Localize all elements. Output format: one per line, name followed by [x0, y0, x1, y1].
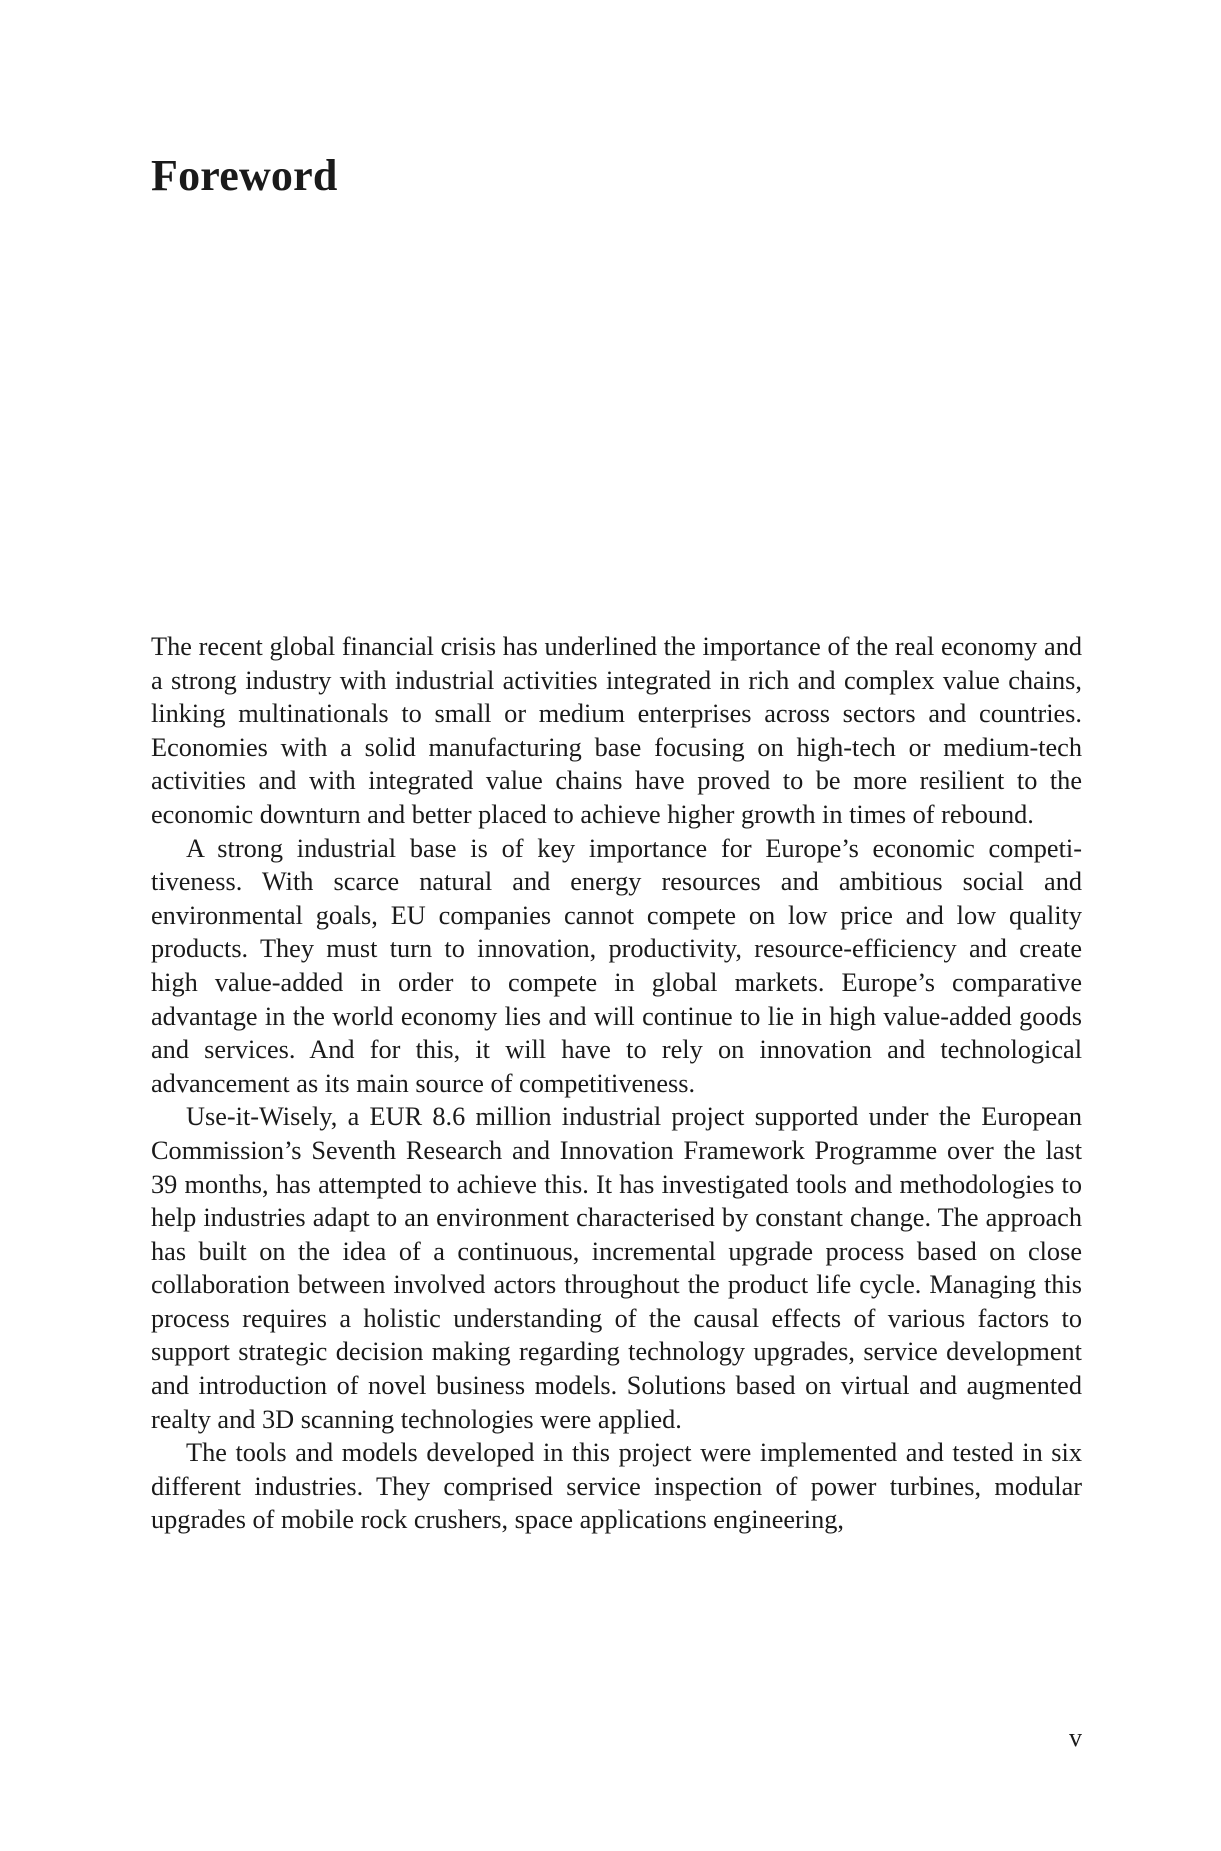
page-number: v — [1069, 1723, 1082, 1752]
chapter-title: Foreword — [151, 151, 338, 200]
paragraph: The tools and models developed in this project were implemented and tested in six different industries. They comprised service inspection of power turbines, modular upgrades of mobile rock crushers, space applications engineering, — [151, 1438, 1082, 1535]
body-text — [151, 630, 1082, 1537]
paragraph: Use-it-Wisely, a EUR 8.6 million industrial project supported under the European Commission’s Seventh Research and Innovation Framework Programme over the last 39 months, has attempted to achieve this. It has investigated tools and methodologies to help industries adapt to an environment characterised by constant change. The approach has built on the idea of a continuous, incremental upgrade process based on close collaboration between involved actors throughout the product life cycle. Managing this process requires a holistic understanding of the causal effects of various factors to support strategic decision making regarding technology upgrades, service development and introduction of novel business models. Solutions based on virtual and augmented realty and 3D scanning technologies were applied. — [151, 1102, 1082, 1434]
paragraph: The recent global financial crisis has underlined the importance of the real economy and a strong industry with industrial activities integrated in rich and complex value chains, linking multinationals to small or medium enterprises across sectors and countries. Economies with a solid manufacturing base focusing on high-tech or medium-tech activities and with integrated value chains have proved to be more resilient to the economic downturn and better placed to achieve higher growth in times of rebound. — [151, 632, 1082, 829]
paragraph: A strong industrial base is of key importance for Europe’s economic competitiveness. With scarce natural and energy resources and ambitious social and environmental goals, EU companies cannot compete on low price and low quality products. They must turn to innovation, productivity, resource-efficiency and create high value-added in order to compete in global markets. Europe’s comparative advantage in the world economy lies and will continue to lie in high value-added goods and services. And for this, it will have to rely on innovation and technological advancement as its main source of competitiveness. — [151, 833, 1082, 1098]
